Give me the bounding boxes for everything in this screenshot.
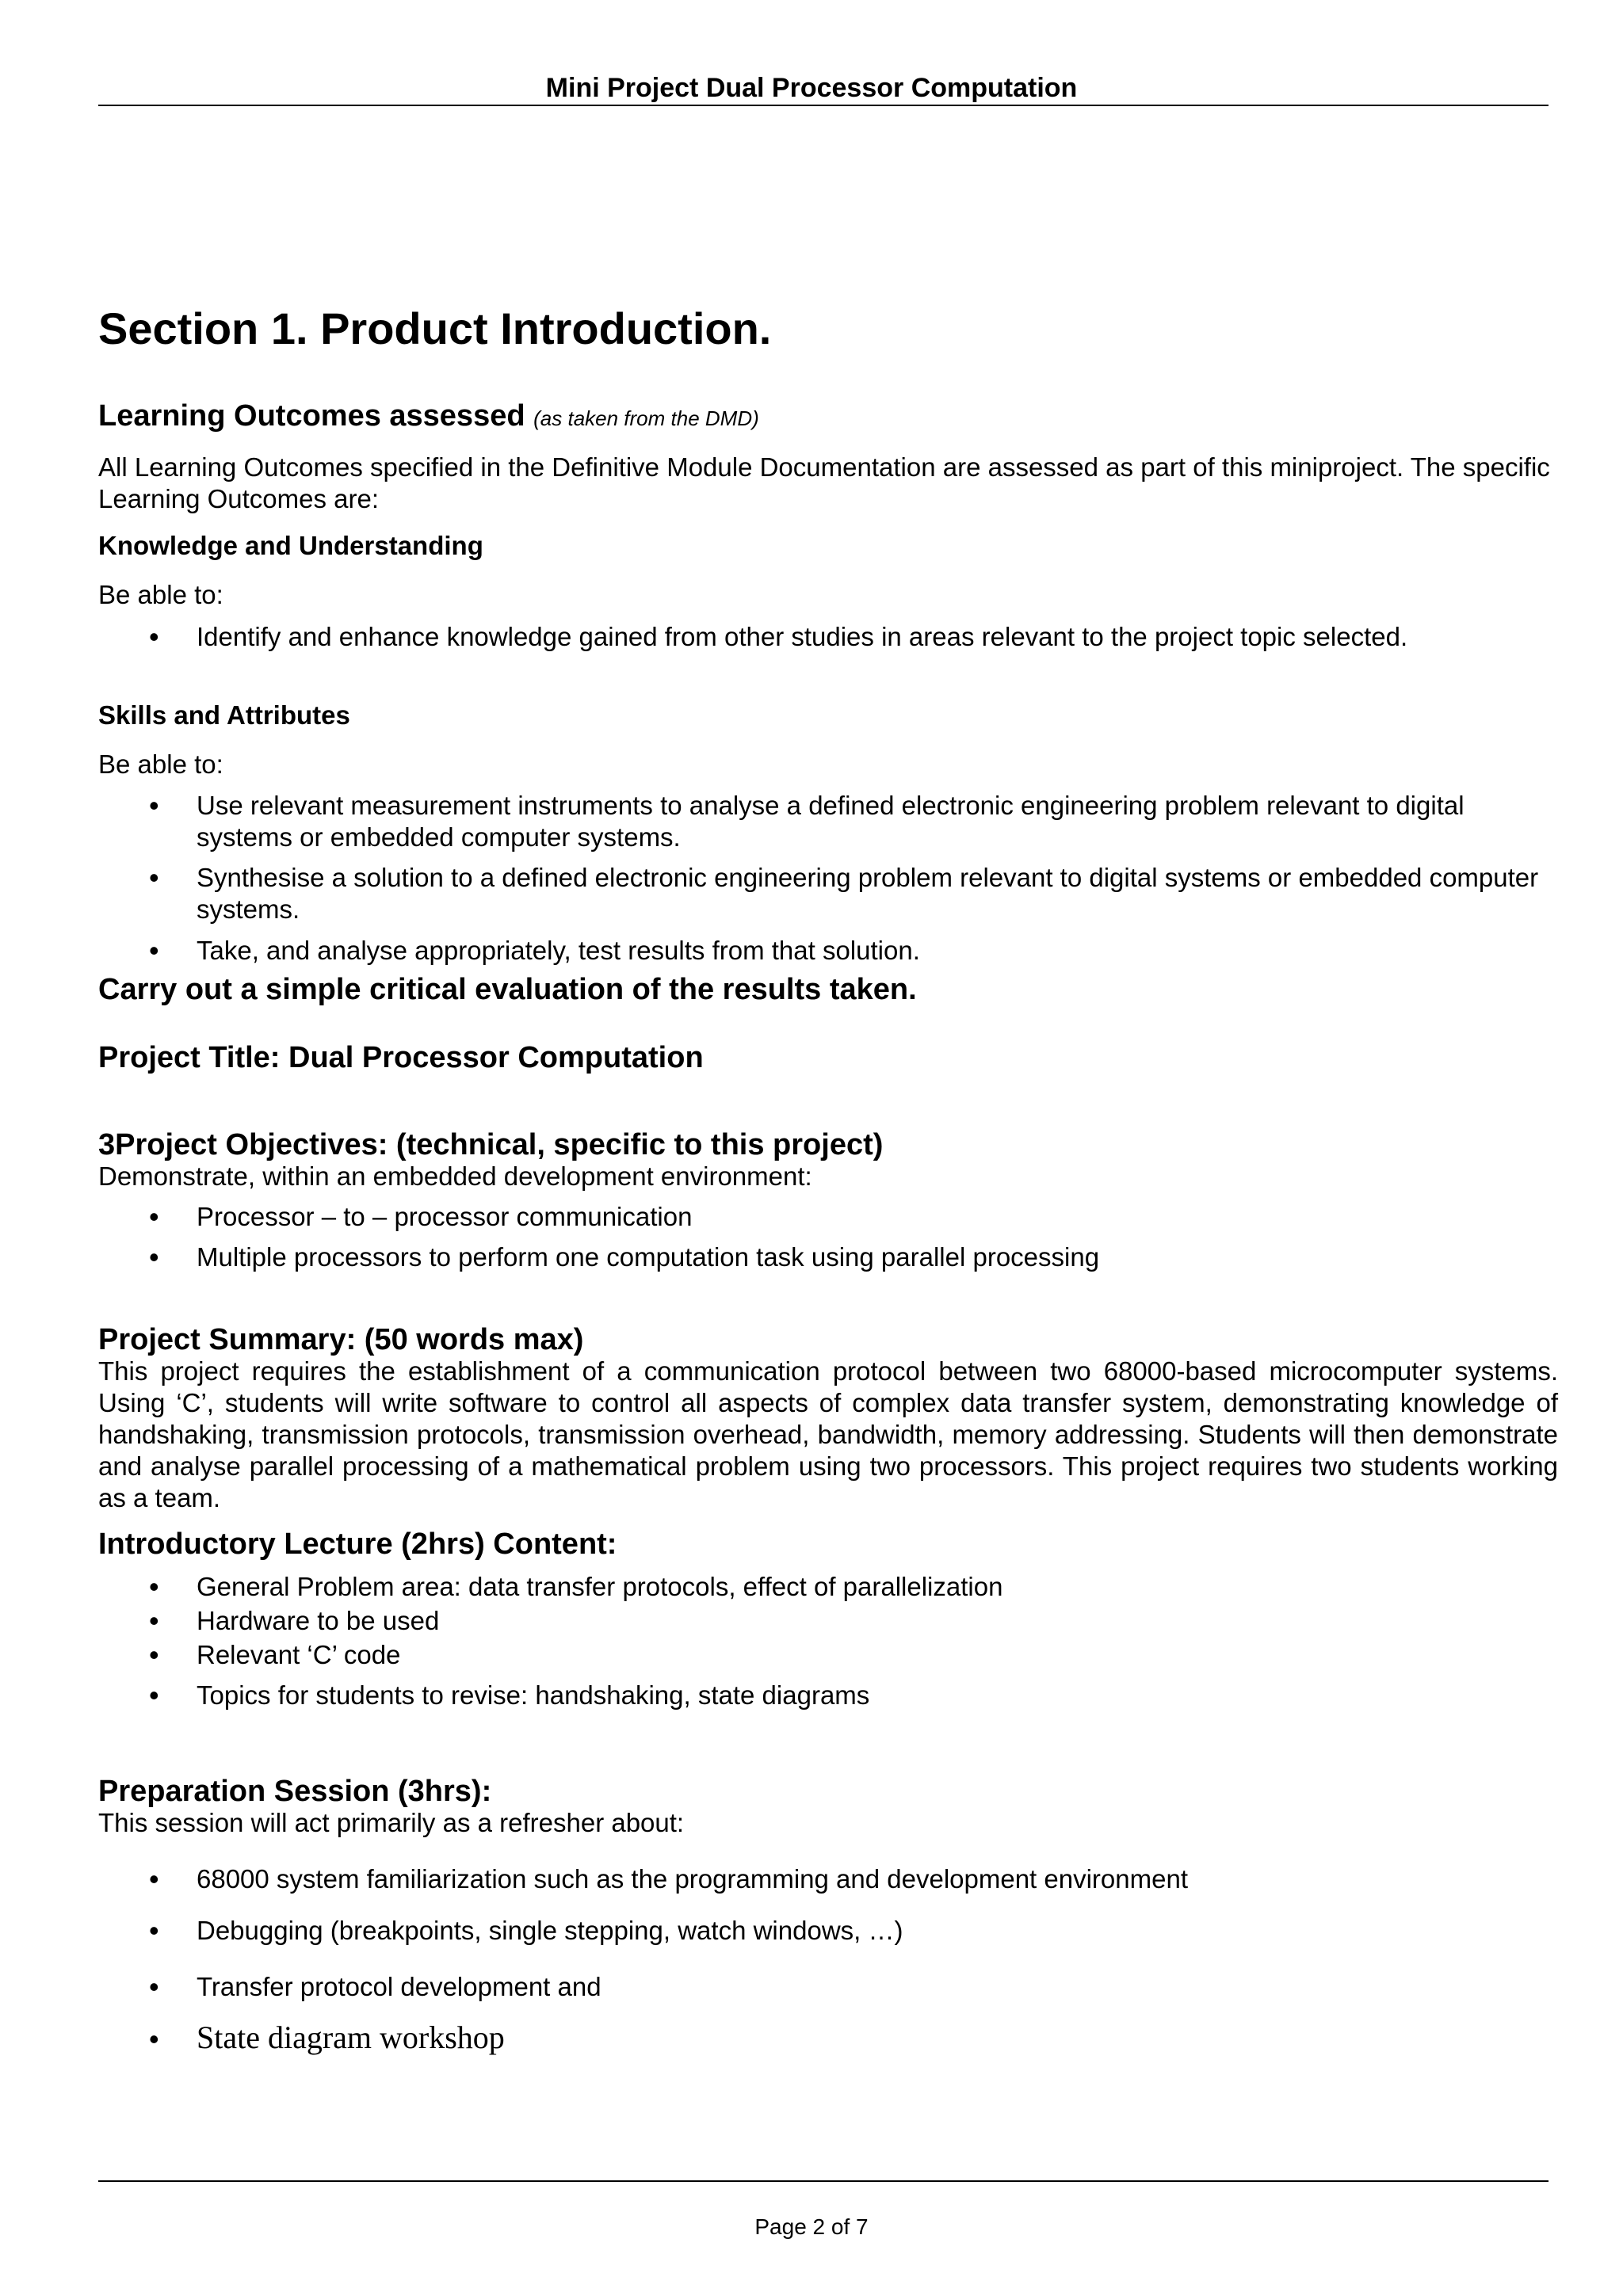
evaluation-statement: Carry out a simple critical evaluation of the results taken. <box>98 973 917 1006</box>
page-number: Page 2 of 7 <box>754 2214 869 2239</box>
section-title: Section 1. Product Introduction. <box>98 303 772 353</box>
footer-rule <box>98 2180 1549 2182</box>
bullet-symbol: • <box>149 1679 159 1711</box>
skills-lead: Be able to: <box>98 749 223 779</box>
summary-text: This project requires the establishment of a communication protocol between two 68000-based microcomputer systems. Using ‘C’, students will write software to control all aspects of complex data transfer system, demonstrating knowledge of handshaking, transmission protocols, transmission overhead, bandwidth, memory addressing. Students will then demonstrate and analyse parallel processing of a mathematical problem using two processors. This project requires two students working as a team. <box>98 1356 1558 1512</box>
bullet-symbol: • <box>149 1914 159 1947</box>
objectives-heading: 3Project Objectives: (technical, specific to this project) <box>98 1128 884 1161</box>
preparation-item: Transfer protocol development and <box>197 1972 601 2001</box>
bullet-symbol: • <box>149 1863 159 1895</box>
project-title: Project Title: Dual Processor Computation <box>98 1041 704 1074</box>
lecture-item: General Problem area: data transfer protocols, effect of parallelization <box>197 1572 1003 1601</box>
lecture-item: Topics for students to revise: handshaking, state diagrams <box>197 1680 870 1710</box>
preparation-item: Debugging (breakpoints, single stepping, watch windows, …) <box>197 1916 903 1945</box>
objective-item: Multiple processors to perform one computation task using parallel processing <box>197 1242 1100 1272</box>
knowledge-lead: Be able to: <box>98 580 223 609</box>
bullet-symbol: • <box>149 1570 159 1603</box>
lecture-item: Relevant ‘C’ code <box>197 1640 401 1669</box>
skills-item: Synthesise a solution to a defined electronic engineering problem relevant to digital systems or embedded computer systems. <box>197 863 1539 924</box>
learning-outcomes-heading-text: Learning Outcomes assessed <box>98 399 525 433</box>
bullet-symbol: • <box>149 789 159 822</box>
knowledge-item: Identify and enhance knowledge gained from other studies in areas relevant to the project topic selected. <box>197 622 1408 651</box>
bullet-symbol: • <box>149 620 159 653</box>
skills-item: Use relevant measurement instruments to analyse a defined electronic engineering problem relevant to digital systems or embedded computer systems. <box>197 791 1465 852</box>
summary-heading: Project Summary: (50 words max) <box>98 1323 584 1356</box>
lecture-item: Hardware to be used <box>197 1606 440 1635</box>
preparation-item: 68000 system familiarization such as the programming and development environment <box>197 1864 1188 1894</box>
bullet-symbol: • <box>149 2023 159 2055</box>
skills-heading: Skills and Attributes <box>98 700 350 730</box>
bullet-symbol: • <box>149 1604 159 1637</box>
header-rule <box>98 105 1549 106</box>
objective-item: Processor – to – processor communication <box>197 1202 693 1231</box>
bullet-symbol: • <box>149 1970 159 2003</box>
bullet-symbol: • <box>149 861 159 894</box>
bullet-symbol: • <box>149 934 159 967</box>
bullet-symbol: • <box>149 1638 159 1671</box>
preparation-item: State diagram workshop <box>197 2019 505 2055</box>
preparation-heading: Preparation Session (3hrs): <box>98 1775 492 1808</box>
learning-outcomes-intro: All Learning Outcomes specified in the Definitive Module Documentation are assessed as part of this miniproject. The specific Learning Outcomes are: <box>98 452 1550 513</box>
preparation-lead: This session will act primarily as a refresher about: <box>98 1808 685 1837</box>
running-header-title: Mini Project Dual Processor Computation <box>545 73 1078 103</box>
lecture-heading: Introductory Lecture (2hrs) Content: <box>98 1527 617 1561</box>
objectives-lead: Demonstrate, within an embedded development environment: <box>98 1161 812 1191</box>
learning-outcomes-heading <box>98 399 759 433</box>
bullet-symbol: • <box>149 1241 159 1273</box>
knowledge-heading: Knowledge and Understanding <box>98 531 483 560</box>
skills-item: Take, and analyse appropriately, test results from that solution. <box>197 936 920 965</box>
learning-outcomes-note: (as taken from the DMD) <box>533 406 759 430</box>
bullet-symbol: • <box>149 1200 159 1233</box>
